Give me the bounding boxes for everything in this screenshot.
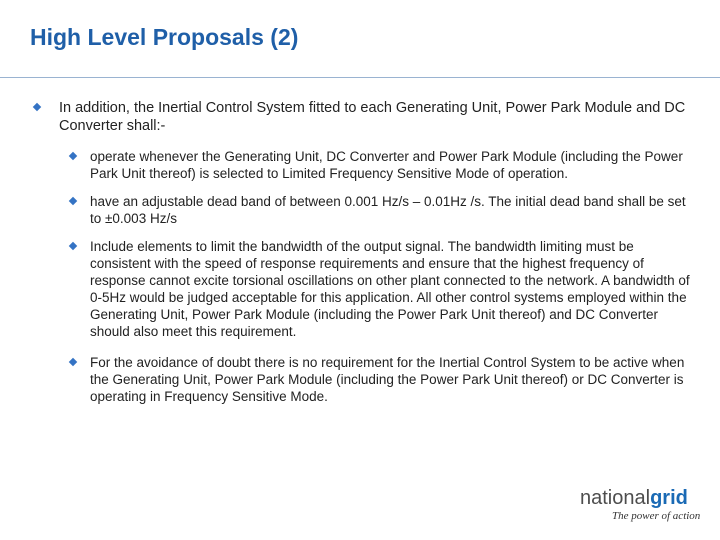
sub-bullet <box>90 354 696 405</box>
logo-tagline: The power of action <box>612 510 701 522</box>
title-divider <box>0 77 720 78</box>
diamond-bullet-icon <box>69 197 77 205</box>
main-bullet <box>59 99 699 135</box>
diamond-bullet-icon <box>69 358 77 366</box>
sub-bullet <box>90 193 696 227</box>
sub-bullet <box>90 238 696 340</box>
slide-title: High Level Proposals (2) <box>30 24 299 50</box>
logo-word-national: national <box>580 487 651 509</box>
sub-bullet-text: have an adjustable dead band of between 0.001 Hz/s – 0.01Hz /s. The initial dead band shall be set to ±0.003 Hz/s <box>90 194 686 226</box>
sub-bullet-text: operate whenever the Generating Unit, DC Converter and Power Park Module (including the Power Park Unit thereof) is selected to Limited Frequency Sensitive Mode of operation. <box>90 149 683 181</box>
logo-word-grid: grid <box>650 487 688 509</box>
diamond-bullet-icon <box>33 103 41 111</box>
diamond-bullet-icon <box>69 242 77 250</box>
logo-wordmark <box>580 487 710 509</box>
sub-bullet <box>90 148 696 182</box>
sub-bullet-text: Include elements to limit the bandwidth of the output signal. The bandwidth limiting must be consistent with the speed of response requirements and ensure that the highest frequency of response cannot excite torsional oscillations on other plant connected to the network. A bandwidth of 0-5Hz would be judged acceptable for this application. All other control systems employed within the Generating Unit, Power Park Module (including the Power Park Unit thereof) and DC Converter should also meet this requirement. <box>90 239 690 339</box>
sub-bullet-text: For the avoidance of doubt there is no requirement for the Inertial Control System to be active when the Generating Unit, Power Park Module (including the Power Park Unit thereof) or DC Converter is operating in Frequency Sensitive Mode. <box>90 355 685 404</box>
diamond-bullet-icon <box>69 152 77 160</box>
main-bullet-text: In addition, the Inertial Control System fitted to each Generating Unit, Power Park Module and DC Converter shall:- <box>59 100 686 134</box>
national-grid-logo <box>580 487 710 522</box>
